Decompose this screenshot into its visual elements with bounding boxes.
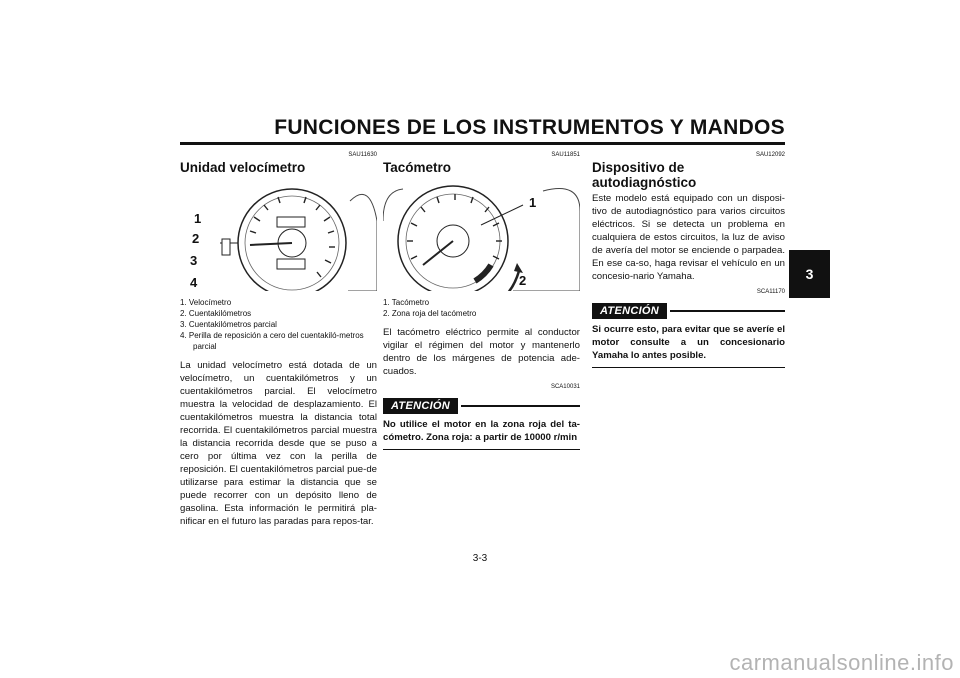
section-heading: Unidad velocímetro — [180, 160, 306, 175]
attention-rule — [670, 310, 785, 312]
callout-1: 1 — [194, 211, 202, 226]
attention-text: No utilice el motor en la zona roja del ta-cómetro. Zona roja: a partir de 10000 r/min — [383, 418, 580, 450]
column-speedometer — [180, 152, 377, 528]
column-self-diagnosis — [592, 152, 785, 368]
attention-code: SCA10031 — [550, 384, 580, 390]
section-body: El tacómetro eléctrico permite al conductor vigilar el régimen del motor y mantenerlo dentro de los márgenes de potencia ade-cuados. — [383, 327, 580, 377]
column-tachometer — [383, 152, 580, 450]
section-code: SAU11851 — [551, 152, 580, 158]
caption-item: 3. Cuentakilómetros parcial — [180, 320, 277, 329]
callout-4: 4 — [190, 275, 198, 290]
page-number: 3-3 — [472, 553, 488, 564]
attention-banner — [592, 303, 785, 319]
section-heading: Dispositivo de autodiagnóstico — [592, 160, 697, 190]
caption-item: 2. Zona roja del tacómetro — [383, 309, 477, 318]
watermark: carmanualsonline.info — [729, 650, 954, 675]
callout-3: 3 — [190, 253, 198, 268]
speedometer-illustration — [180, 181, 377, 291]
section-code: SAU11630 — [348, 152, 377, 158]
attention-label: ATENCIÓN — [592, 303, 667, 319]
attention-rule — [461, 405, 580, 407]
callout-1: 1 — [529, 195, 537, 210]
chapter-tab: 3 — [789, 250, 830, 298]
speedometer-figure — [180, 181, 377, 291]
section-heading: Tacómetro — [383, 160, 452, 175]
caption-item: 4. Perilla de reposición a cero del cuentakiló-metros parcial — [180, 331, 364, 351]
caption-item: 1. Velocímetro — [180, 298, 232, 307]
caption-item: 1. Tacómetro — [383, 298, 430, 307]
figure-captions — [180, 297, 377, 352]
figure-captions — [383, 297, 580, 319]
attention-label: ATENCIÓN — [383, 398, 458, 414]
callout-2: 2 — [519, 273, 527, 288]
callout-2: 2 — [192, 231, 200, 246]
tachometer-figure — [383, 181, 580, 291]
caption-item: 2. Cuentakilómetros — [180, 309, 252, 318]
section-code: SAU12092 — [755, 152, 785, 158]
page-header-title: FUNCIONES DE LOS INSTRUMENTOS Y MANDOS — [274, 116, 785, 139]
section-body: Este modelo está equipado con un disposi-tivo de autodiagnóstico para varios circuitos eléctricos. Si se detecta un problema en cualquiera de estos circuitos, la luz de aviso de avería del motor se enciende o parpadea. En ese ca-so, haga revisar el vehículo en un concesio-nario Yamaha. — [592, 193, 785, 282]
attention-code: SCA11170 — [756, 289, 785, 295]
tachometer-illustration — [383, 181, 580, 291]
header-rule — [180, 142, 785, 145]
attention-text: Si ocurre esto, para evitar que se averíe el motor consulte a un concesionario Yamaha lo antes posible. — [592, 323, 785, 368]
section-body: La unidad velocímetro está dotada de un velocímetro, un cuentakilómetros y un cuentakilómetros parcial. El velocímetro muestra la velocidad de desplazamiento. El cuentakilómetros muestra la distancia total recorrida. El cuentakilómetros parcial muestra la distancia recorrida desde que se puso a cero por última vez con la perilla de reposición. El cuentakilómetros parcial pue-de utilizarse para estimar la distancia que se puede recorrer con un depósito lleno de gasolina. Esta información le permitirá pla-nificar en el futuro las paradas para repos-tar. — [180, 360, 377, 527]
attention-banner — [383, 398, 580, 414]
